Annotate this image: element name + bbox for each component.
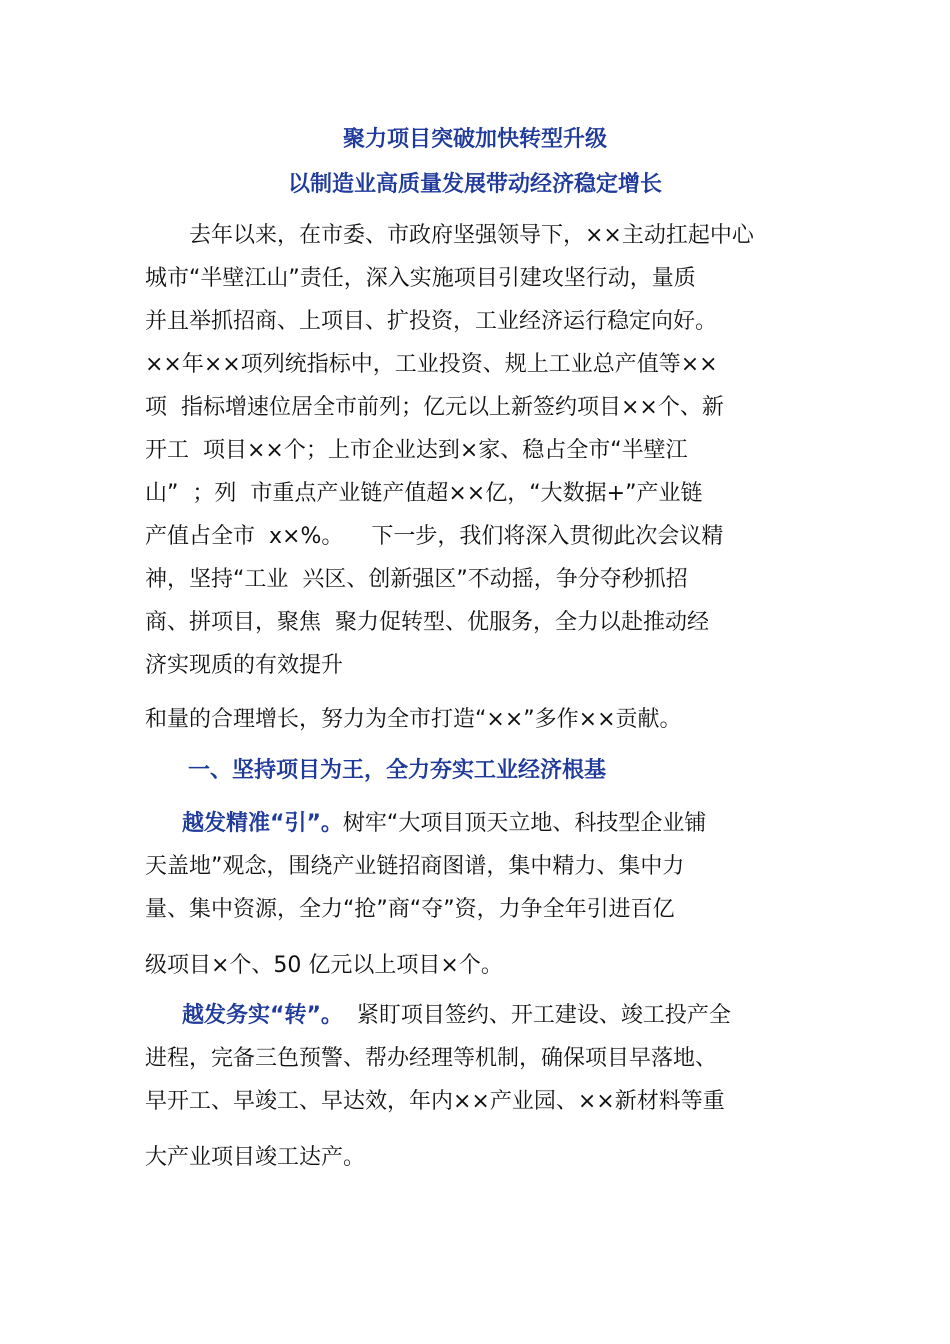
paragraph-text: 紧盯项目签约、开工建设、竣工投产全 [342, 1003, 731, 1028]
intro-line: 和量的合理增长，努力为全市打造“××”多作××贡献。 [145, 707, 682, 732]
intro-line: 去年以来，在市委、市政府坚强领导下，××主动扛起中心 [145, 223, 754, 248]
paragraph-line: 量、集中资源，全力“抢”商“夺”资，力争全年引进百亿 [145, 897, 675, 922]
intro-line: 产值占全市 x×%。 下一步，我们将深入贯彻此次会议精 [145, 524, 724, 549]
section-heading: 一、坚持项目为王，全力夯实工业经济根基 [188, 758, 607, 783]
intro-line: 商、拼项目，聚焦 聚力促转型、优服务，全力以赴推动经 [145, 610, 709, 635]
paragraph-line: 天盖地”观念，围绕产业链招商图谱，集中精力、集中力 [145, 854, 685, 879]
intro-line: 项 指标增速位居全市前列；亿元以上新签约项目××个、新 [145, 395, 724, 420]
document-title: 聚力项目突破加快转型升级 [342, 127, 607, 152]
intro-line: 济实现质的有效提升 [145, 653, 344, 678]
paragraph-first-line [182, 809, 706, 839]
paragraph-line: 早开工、早竣工、早达效，年内××产业园、××新材料等重 [145, 1089, 725, 1114]
paragraph-text: 树牢“大项目顶天立地、科技型企业铺 [342, 811, 707, 836]
intro-line: 山” ；列 市重点产业链产值超××亿，“大数据+”产业链 [145, 481, 703, 506]
paragraph-lead: 越发精准“引”。 [182, 811, 343, 836]
document-subtitle: 以制造业高质量发展带动经济稳定增长 [287, 172, 662, 197]
intro-line: 城市“半壁江山”责任，深入实施项目引建攻坚行动，量质 [145, 266, 696, 291]
intro-line: 神，坚持“工业 兴区、创新强区”不动摇，争分夺秒抓招 [145, 567, 688, 592]
intro-line: ××年××项列统指标中，工业投资、规上工业总产值等×× [145, 352, 718, 377]
paragraph-line: 级项目×个、50 亿元以上项目×个。 [145, 953, 503, 978]
intro-line: 开工 项目××个；上市企业达到×家、稳占全市“半壁江 [145, 438, 688, 463]
paragraph-first-line [182, 1001, 731, 1031]
paragraph-lead: 越发务实“转”。 [182, 1003, 343, 1028]
paragraph-line: 进程，完备三色预警、帮办经理等机制，确保项目早落地、 [145, 1046, 718, 1071]
paragraph-line: 大产业项目竣工达产。 [145, 1145, 366, 1170]
intro-line: 并且举抓招商、上项目、扩投资，工业经济运行稳定向好。 [145, 309, 718, 334]
